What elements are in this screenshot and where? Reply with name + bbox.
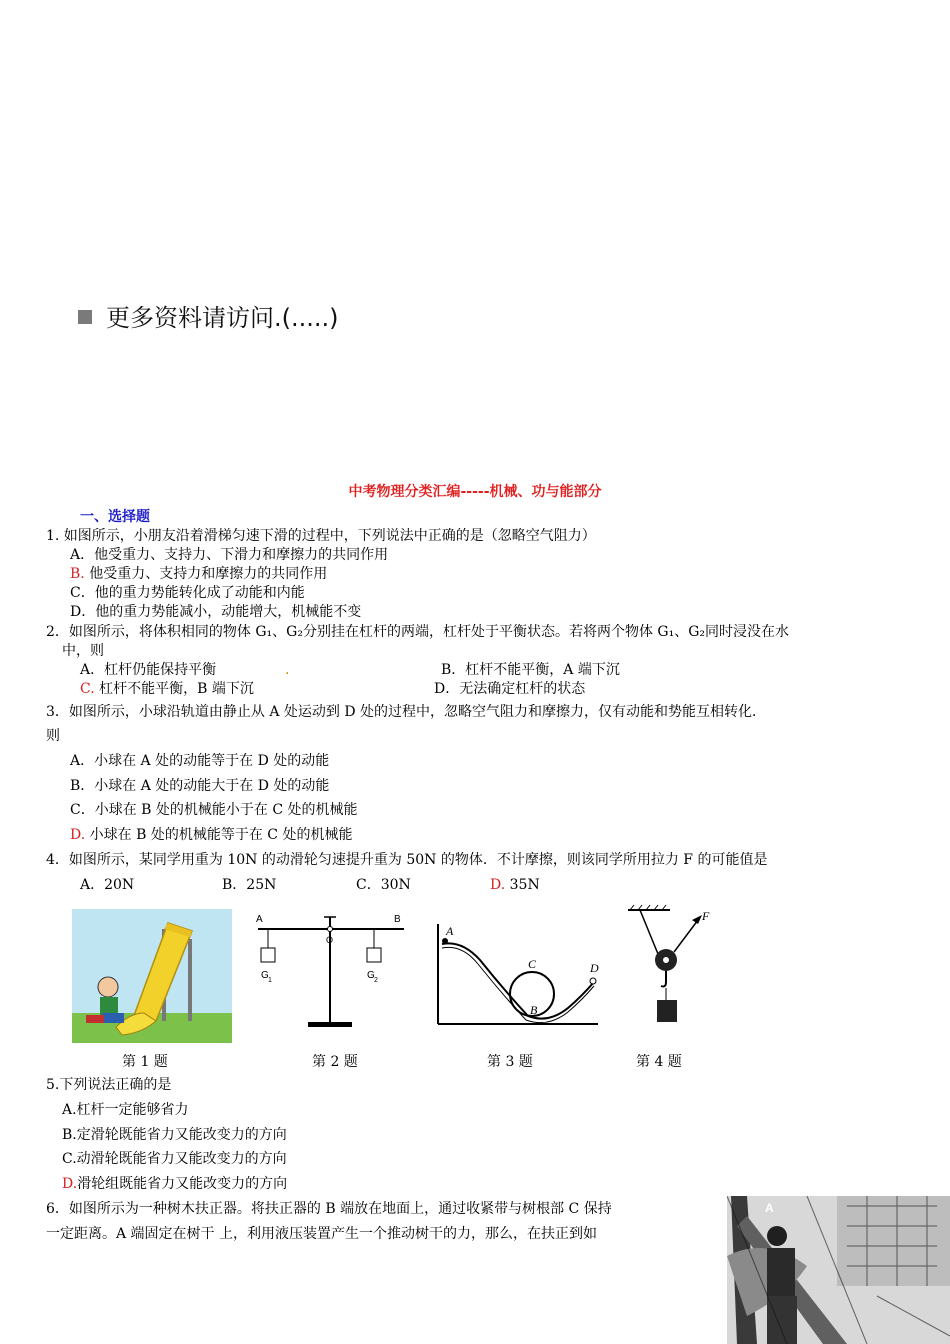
q3-option-d: D. 小球在 B 处的机械能等于在 C 处的机械能	[70, 827, 353, 843]
lever-figure	[252, 912, 410, 1030]
q2-option-d: D．无法确定杠杆的状态	[434, 681, 586, 697]
lever-label-g2-sub: 2	[374, 977, 378, 984]
q2-stem-line2: 中，则	[62, 643, 104, 659]
q3-option-b: B．小球在 A 处的动能大于在 D 处的动能	[70, 778, 330, 794]
q5-option-b: B.定滑轮既能省力又能改变力的方向	[62, 1127, 287, 1143]
photo-label-a: A	[765, 1201, 774, 1215]
lever-label-g1: G	[261, 970, 269, 981]
q1-option-d: D．他的重力势能减小，动能增大，机械能不变	[70, 604, 362, 620]
q3-option-a: A．小球在 A 处的动能等于在 D 处的动能	[70, 753, 330, 769]
q2-option-c: C. 杠杆不能平衡，B 端下沉	[80, 681, 254, 697]
q2-stem-line1: 2．如图所示，将体积相同的物体 G₁、G₂分别挂在杠杆的两端，杠杆处于平衡状态。若将两个物体 G₁、G₂同时浸没在水	[46, 624, 789, 640]
track-label-a: A	[446, 924, 454, 938]
q3-stem-line2: 则	[46, 728, 60, 744]
pulley-label-f: F	[702, 909, 710, 923]
answer-letter: C.	[80, 681, 95, 697]
q4-option-b: B．25N	[222, 877, 277, 893]
q1-stem: 1. 如图所示，小朋友沿着滑梯匀速下滑的过程中，下列说法中正确的是（忽略空气阻力）	[46, 528, 596, 544]
track-figure	[432, 920, 602, 1028]
q4-stem: 4．如图所示，某同学用重为 10N 的动滑轮匀速提升重为 50N 的物体．不计摩擦，则该同学所用拉力 F 的可能值是	[46, 852, 768, 868]
q5-option-a: A.杠杆一定能够省力	[62, 1102, 189, 1118]
stray-dot: .	[285, 662, 290, 678]
track-label-b: B	[530, 1003, 538, 1017]
q1-option-a: A．他受重力、支持力、下滑力和摩擦力的共同作用	[70, 547, 389, 563]
q5-option-c: C.动滑轮既能省力又能改变力的方向	[62, 1151, 287, 1167]
answer-letter: D.	[62, 1176, 78, 1192]
square-bullet-icon	[78, 310, 92, 324]
q3-option-c: C．小球在 B 处的机械能小于在 C 处的机械能	[70, 802, 358, 818]
lever-label-g1-sub: 1	[268, 977, 272, 984]
section-heading: 一、选择题	[80, 509, 150, 525]
tree-straightener-photo	[727, 1196, 950, 1344]
q1-option-b: B. 他受重力、支持力和摩擦力的共同作用	[70, 566, 328, 582]
q2-option-b: B．杠杆不能平衡，A 端下沉	[441, 662, 620, 678]
q4-option-d: D. 35N	[490, 877, 540, 893]
slide-figure	[72, 909, 232, 1043]
answer-letter: B.	[70, 566, 85, 582]
lever-label-b: B	[394, 914, 401, 925]
track-label-d: D	[590, 961, 599, 975]
q5-option-d: D.滑轮组既能省力又能改变力的方向	[62, 1176, 288, 1192]
caption-fig3: 第 3 题	[487, 1054, 533, 1070]
q2-option-a: A．杠杆仍能保持平衡	[80, 662, 217, 678]
q3-stem-line1: 3．如图所示，小球沿轨道由静止从 A 处运动到 D 处的过程中，忽略空气阻力和摩擦力，仅有动能和势能互相转化．	[46, 704, 767, 720]
lever-label-a: A	[256, 914, 263, 925]
caption-fig2: 第 2 题	[312, 1054, 358, 1070]
caption-fig4: 第 4 题	[636, 1054, 682, 1070]
q1-option-c: C．他的重力势能转化成了动能和内能	[70, 585, 305, 601]
q4-option-c: C．30N	[356, 877, 411, 893]
document-title: 中考物理分类汇编-----机械、功与能部分	[348, 484, 602, 500]
lever-label-o: O	[326, 935, 334, 945]
answer-letter: D.	[70, 827, 86, 843]
lever-label-g2: G	[367, 970, 375, 981]
q4-option-a: A．20N	[80, 877, 135, 893]
q6-line1: 6．如图所示为一种树木扶正器。将扶正器的 B 端放在地面上，通过收紧带与树根部 C 保持	[46, 1201, 612, 1217]
track-label-c: C	[528, 957, 537, 971]
caption-fig1: 第 1 题	[122, 1054, 168, 1070]
promo-line	[78, 298, 339, 333]
answer-letter: D.	[490, 877, 506, 893]
q6-line2: 一定距离。A 端固定在树干 上，利用液压装置产生一个推动树干的力，那么，在扶正到如	[46, 1226, 598, 1242]
promo-text: 更多资料请访问.(.....)	[106, 304, 339, 332]
q5-stem: 5.下列说法正确的是	[46, 1077, 172, 1093]
pulley-figure	[626, 904, 722, 1028]
